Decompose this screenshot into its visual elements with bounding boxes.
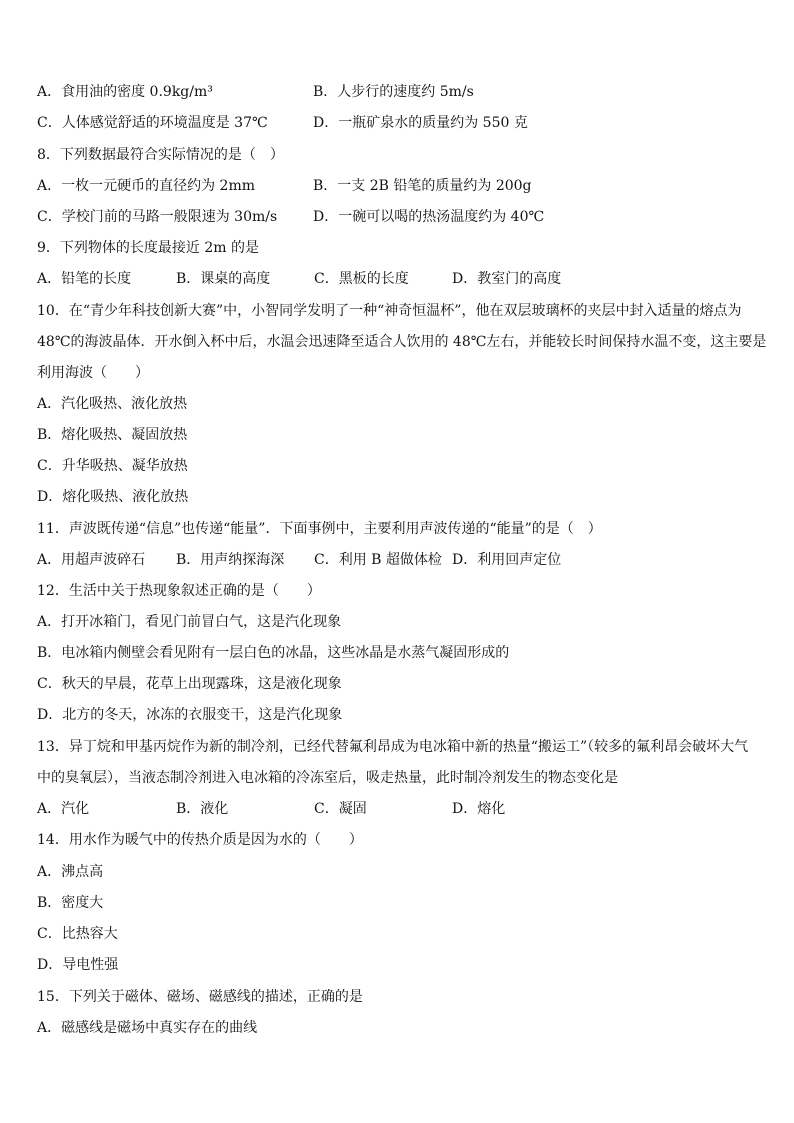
q11-option-c: C．利用 B 超做体检 [314,552,442,568]
q12-option-b: B．电冰箱内侧壁会看见附有一层白色的冰晶，这些冰晶是水蒸气凝固形成的 [37,645,510,661]
q10-option-c: C．升华吸热、凝华放热 [37,458,188,474]
q15-option-a: A．磁感线是磁场中真实存在的曲线 [37,1020,258,1036]
q7-option-a: A．食用油的密度 0.9kg/m³ [37,84,213,100]
q10-option-a: A．汽化吸热、液化放热 [37,396,188,412]
q13-stem-line2: 中的臭氧层），当液态制冷剂进入电冰箱的冷冻室后，吸走热量，此时制冷剂发生的物态变化是 [37,770,618,786]
q11-stem: 11．声波既传递“信息”也传递“能量”．下面事例中，主要利用声波传递的“能量”的是（ ） [37,521,602,537]
q14-stem: 14．用水作为暖气中的传热介质是因为水的（ ） [37,832,363,848]
q8-option-b: B．一支 2B 铅笔的质量约为 200g [313,178,532,194]
q8-option-a: A．一枚一元硬币的直径约为 2mm [37,178,256,194]
q13-option-c: C．凝固 [314,801,367,817]
q14-option-a: A．沸点高 [37,864,104,880]
q9-option-a: A．铅笔的长度 [37,271,132,287]
q13-option-b: B．液化 [176,801,229,817]
q9-stem: 9．下列物体的长度最接近 2m 的是 [37,240,259,256]
q13-option-d: D．熔化 [452,801,506,817]
q14-option-d: D．导电性强 [37,957,119,973]
q15-stem: 15．下列关于磁体、磁场、磁感线的描述，正确的是 [37,989,363,1005]
q14-option-b: B．密度大 [37,895,104,911]
q7-option-c: C．人体感觉舒适的环境温度是 37℃ [37,115,268,131]
q8-option-d: D．一碗可以喝的热汤温度约为 40℃ [313,209,545,225]
q11-option-d: D．利用回声定位 [452,552,562,568]
q10-option-b: B．熔化吸热、凝固放热 [37,427,188,443]
q7-option-d: D．一瓶矿泉水的质量约为 550 克 [313,115,528,131]
q9-option-d: D．教室门的高度 [452,271,562,287]
q10-stem-line3: 利用海波（ ） [37,365,149,381]
q10-option-d: D．熔化吸热、液化放热 [37,489,189,505]
q9-option-b: B．课桌的高度 [176,271,271,287]
q7-option-b: B．人步行的速度约 5m/s [313,84,474,100]
q10-stem-line2: 48℃的海波晶体．开水倒入杯中后，水温会迅速降至适合人饮用的 48℃左右，并能较长时间保持水温不变，这主要是 [37,334,767,350]
q10-stem-line1: 10．在“青少年科技创新大赛”中，小智同学发明了一种“神奇恒温杯”，他在双层玻璃杯的夹层中封入适量的熔点为 [37,303,742,319]
q8-stem: 8．下列数据最符合实际情况的是（ ） [37,147,284,163]
q9-option-c: C．黑板的长度 [314,271,409,287]
q12-option-a: A．打开冰箱门，看见门前冒白气，这是汽化现象 [37,614,342,630]
q8-option-c: C．学校门前的马路一般限速为 30m/s [37,209,278,225]
q12-stem: 12．生活中关于热现象叙述正确的是（ ） [37,583,321,599]
q11-option-a: A．用超声波碎石 [37,552,146,568]
q13-stem-line1: 13．异丁烷和甲基丙烷作为新的制冷剂，已经代替氟利昂成为电冰箱中新的热量“搬运工”（较多的氟利昂会破坏大气 [37,739,749,755]
q11-option-b: B．用声纳探海深 [176,552,285,568]
q12-option-d: D．北方的冬天，冰冻的衣服变干，这是汽化现象 [37,707,343,723]
q14-option-c: C．比热容大 [37,926,118,942]
q13-option-a: A．汽化 [37,801,90,817]
q12-option-c: C．秋天的早晨，花草上出现露珠，这是液化现象 [37,676,342,692]
